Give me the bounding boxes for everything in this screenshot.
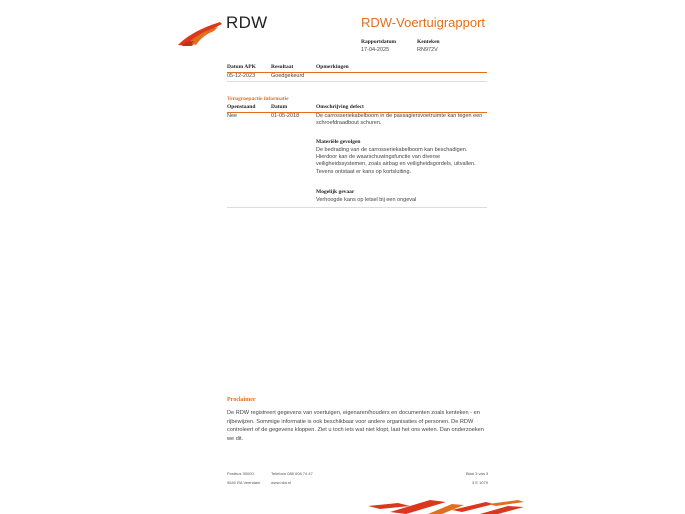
logo-text: RDW [226,13,268,32]
footer-postbus: Postbus 30000 [227,471,254,476]
gevolgen-line: veiligheidssystemen, zoals airbag en veiligheidsgordels, uitvallen. [316,161,476,168]
proclaimer-line: we dit. [227,435,244,442]
apk-row-rule [227,81,487,82]
proclaimer-line: rijbewijzen. Sommige informatie is ook beschikbaar voor andere organisaties of personen. De RDW [227,418,474,425]
footer-stripes-icon [368,498,524,514]
recall-col-datum: Datum [271,104,288,110]
proclaimer-line: De RDW registreert gegevens van voertuigen, eigenaren/houders en documenten zoals kenteken - en [227,410,480,416]
recall-omschrijving-line: De carrosseriekabelboom in de passagiersvoetruimte kan tegen een [316,113,483,119]
apk-col-datum: Datum APK [227,64,256,70]
apk-col-opmerkingen: Opmerkingen [316,64,349,70]
footer-page: Blad 3 van 3 [466,471,489,476]
recall-omschrijving-line: schroefdraadbout schuren. [316,120,382,127]
proclaimer-text [227,409,484,443]
rdw-logo-icon [178,21,222,47]
recall-section-title: Terugroepactie informatie [227,96,289,102]
recall-col-omschrijving: Omschrijving defect [316,104,364,110]
footer-telefoon: Telefoon 088 008 74 47 [271,471,313,476]
recall-openstaand: Nee [227,113,238,119]
gevolgen-line: Tevens ontstaat er kans op kortsluiting. [316,168,412,175]
gevolgen-text [316,147,476,176]
recall-omschrijving [316,113,482,127]
footer-address: 9640 RA Veendam [227,480,261,485]
gevolgen-title: Materiële gevolgen [316,139,361,145]
report-title: RDW-Voertuigrapport [361,15,486,30]
recall-row-rule [227,207,487,208]
footer-code: 3 E 1079 [472,480,489,485]
gevolgen-line: Hierdoor kan de waarschuwingsfunctie van diverse [316,154,441,161]
apk-col-resultaat: Resultaat [271,64,294,70]
recall-datum: 01-05-2018 [271,113,300,119]
rapportdatum-label: Rapportdatum [361,39,397,45]
gevaar-text [316,197,416,204]
apk-header-rule [227,72,487,73]
apk-row-datum: 05-12-2023 [227,73,256,79]
kenteken-label: Kenteken [417,39,440,45]
gevaar-line: Verhoogde kans op letsel bij een ongeval [316,197,417,203]
kenteken-value: RN972V [417,47,438,53]
footer-website: www.rdw.nl [271,480,292,485]
proclaimer-title: Proclaimer [227,397,256,403]
proclaimer-line: controleert of de gegevens kloppen. Ziet u toch iets wat niet klopt, laat het ons weten. Dan onderzoeken [227,427,484,434]
apk-row-resultaat: Goedgekeurd [271,73,305,79]
gevaar-title: Mogelijk gevaar [316,189,355,195]
recall-col-openstaand: Openstaand [227,104,256,110]
rapportdatum-value: 17-04-2025 [361,47,390,53]
gevolgen-line: De bedrading van de carrosseriekabelboom kan beschadigen. [316,147,468,153]
